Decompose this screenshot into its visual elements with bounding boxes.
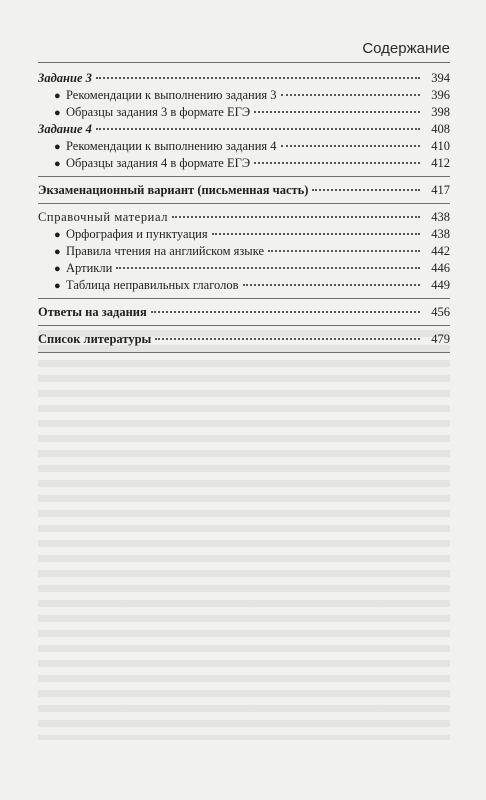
toc-entry-page: 417 bbox=[431, 183, 450, 197]
toc-entry-label: Экзаменационный вариант (письменная часть) bbox=[38, 183, 309, 197]
bullet-icon: ● bbox=[54, 90, 61, 102]
toc-entry-label: Образцы задания 3 в формате ЕГЭ bbox=[66, 105, 251, 119]
bullet-icon: ● bbox=[54, 263, 61, 275]
toc-entry-task-4-samples[interactable] bbox=[38, 155, 450, 172]
toc-entry-label: Правила чтения на английском языке bbox=[66, 244, 265, 258]
leader-dots bbox=[281, 144, 420, 147]
toc-entry-page: 410 bbox=[431, 139, 450, 153]
toc-entry-page: 442 bbox=[431, 244, 450, 258]
toc-entry-label: Рекомендации к выполнению задания 3 bbox=[66, 88, 277, 102]
toc-entry-page: 438 bbox=[431, 210, 450, 224]
toc-entry-task-3-samples[interactable] bbox=[38, 104, 450, 121]
running-header bbox=[38, 38, 450, 63]
leader-dots bbox=[254, 161, 420, 164]
leader-dots bbox=[243, 283, 421, 286]
toc-entry-label: Артикли bbox=[66, 261, 113, 275]
header-title: Содержание bbox=[362, 40, 450, 57]
section-divider bbox=[38, 298, 450, 299]
bullet-icon: ● bbox=[54, 158, 61, 170]
toc-entry-page: 396 bbox=[431, 88, 450, 102]
toc-entry-label: Справочный материал bbox=[38, 210, 169, 224]
toc-entry-label: Список литературы bbox=[38, 332, 152, 346]
section-divider bbox=[38, 325, 450, 326]
table-of-contents bbox=[38, 70, 450, 358]
toc-entry-label: Ответы на задания bbox=[38, 305, 147, 319]
toc-entry-exam-variant[interactable] bbox=[38, 182, 450, 199]
leader-dots bbox=[254, 110, 420, 113]
toc-entry-task-3-recommendations[interactable] bbox=[38, 87, 450, 104]
toc-entry-page: 446 bbox=[431, 261, 450, 275]
toc-entry-label: Задание 4 bbox=[38, 122, 92, 136]
toc-entry-page: 449 bbox=[431, 278, 450, 292]
bullet-icon: ● bbox=[54, 246, 61, 258]
toc-entry-orthography[interactable] bbox=[38, 226, 450, 243]
toc-entry-label: Рекомендации к выполнению задания 4 bbox=[66, 139, 277, 153]
bleed-through-texture bbox=[38, 330, 450, 740]
bullet-icon: ● bbox=[54, 280, 61, 292]
toc-entry-label: Задание 3 bbox=[38, 71, 92, 85]
toc-entry-task-4-recommendations[interactable] bbox=[38, 138, 450, 155]
toc-entry-label: Образцы задания 4 в формате ЕГЭ bbox=[66, 156, 251, 170]
toc-entry-page: 479 bbox=[431, 332, 450, 346]
toc-entry-irregular-verbs[interactable] bbox=[38, 277, 450, 294]
leader-dots bbox=[96, 76, 420, 79]
toc-entry-label: Таблица неправильных глаголов bbox=[66, 278, 239, 292]
bullet-icon: ● bbox=[54, 141, 61, 153]
section-divider bbox=[38, 203, 450, 204]
toc-entry-page: 408 bbox=[431, 122, 450, 136]
leader-dots bbox=[172, 215, 420, 218]
leader-dots bbox=[281, 93, 420, 96]
toc-entry-reference[interactable] bbox=[38, 209, 450, 226]
bullet-icon: ● bbox=[54, 107, 61, 119]
leader-dots bbox=[151, 310, 420, 313]
toc-entry-page: 438 bbox=[431, 227, 450, 241]
toc-entry-articles[interactable] bbox=[38, 260, 450, 277]
section-divider bbox=[38, 176, 450, 177]
toc-entry-page: 412 bbox=[431, 156, 450, 170]
toc-entry-answers[interactable] bbox=[38, 304, 450, 321]
bullet-icon: ● bbox=[54, 229, 61, 241]
toc-entry-label: Орфография и пунктуация bbox=[66, 227, 208, 241]
leader-dots bbox=[96, 127, 420, 130]
toc-entry-page: 398 bbox=[431, 105, 450, 119]
toc-entry-page: 456 bbox=[431, 305, 450, 319]
leader-dots bbox=[212, 232, 420, 235]
toc-entry-reading-rules[interactable] bbox=[38, 243, 450, 260]
leader-dots bbox=[268, 249, 420, 252]
toc-entry-task-3[interactable] bbox=[38, 70, 450, 87]
leader-dots bbox=[312, 188, 420, 191]
leader-dots bbox=[116, 266, 420, 269]
toc-entry-task-4[interactable] bbox=[38, 121, 450, 138]
toc-entry-page: 394 bbox=[431, 71, 450, 85]
